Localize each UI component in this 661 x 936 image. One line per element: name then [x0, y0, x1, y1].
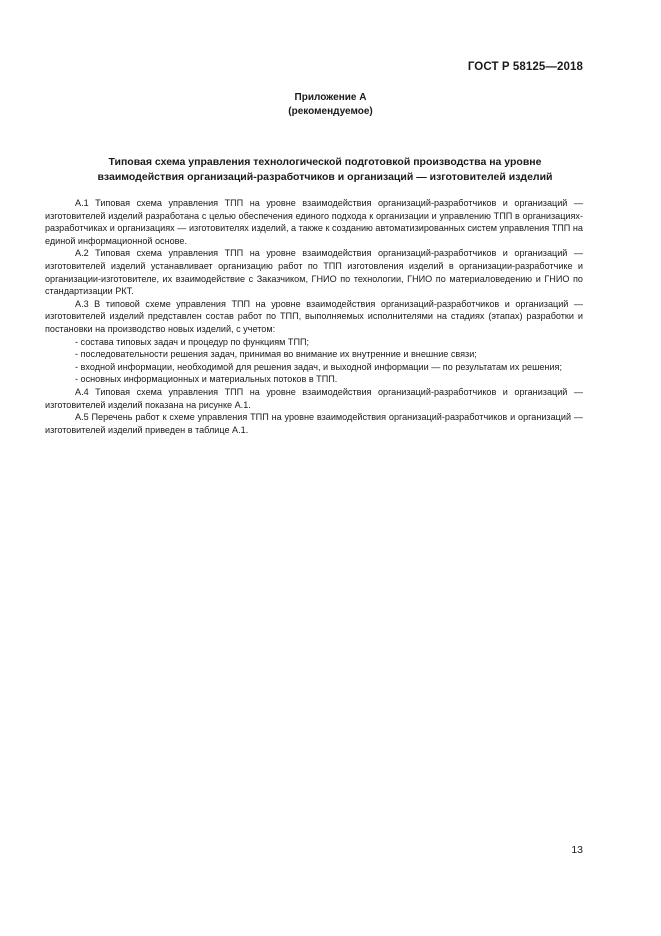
annex-status: (рекомендуемое): [288, 106, 373, 117]
section-title: [60, 155, 590, 185]
annex-label: Приложение А: [294, 92, 367, 103]
paragraph-a5: А.5 Перечень работ к схеме управления ТПП на уровне взаимодействия организаций-разработчиков и организаций — изготовителей изделий приведен в таблице А.1.: [45, 412, 583, 435]
paragraph-a1: А.1 Типовая схема управления ТПП на уровне взаимодействия организаций-разработчиков и организаций — изготовителей изделий разработана с целью обеспечения единого подхода к организации и управлению ТПП в организациях-разработчиках и организациях — изготовителях изделий, а также к созданию автоматизированных систем управления ТПП на единой информационной основе.: [45, 198, 583, 246]
body-text: [45, 197, 583, 436]
page-number: 13: [571, 844, 583, 856]
list-item: - состава типовых задач и процедур по функциям ТПП;: [75, 336, 310, 347]
standard-code: ГОСТ Р 58125—2018: [467, 61, 583, 73]
list-item: - последовательности решения задач, принимая во внимание их внутренние и внешние связи;: [75, 349, 477, 360]
section-title-line-1: Типовая схема управления технологической подготовкой производства на уровне: [108, 156, 542, 168]
paragraph-a3: А.3 В типовой схеме управления ТПП на уровне взаимодействия организаций-разработчиков и организаций — изготовителей изделий представлен состав работ по ТПП, выполняемых исполнителями на стадиях (этапах) разработки и постановки на производство новых изделий, с учетом:: [45, 298, 583, 334]
annex-heading: [0, 91, 661, 119]
list-item: - основных информационных и материальных потоков в ТПП.: [75, 374, 338, 385]
section-title-line-2: взаимодействия организаций-разработчиков и организаций — изготовителей изделий: [97, 171, 553, 183]
list-item: - входной информации, необходимой для решения задач, и выходной информации — по результатам их решения;: [75, 361, 562, 372]
paragraph-a4: А.4 Типовая схема управления ТПП на уровне взаимодействия организаций-разработчиков и организаций — изготовителей изделий показана на рисунке А.1.: [45, 386, 583, 410]
paragraph-a2: А.2 Типовая схема управления ТПП на уровне взаимодействия организаций-разработчиков и организаций — изготовителей изделий устанавливает организацию работ по ТПП изготовления изделий в организации-разработчике и организации-изготовителе, их взаимодействие с Заказчиком, ГНИО по технологии, ГНИО по материаловедению и ГНИО по стандартизации РКТ.: [45, 248, 583, 297]
